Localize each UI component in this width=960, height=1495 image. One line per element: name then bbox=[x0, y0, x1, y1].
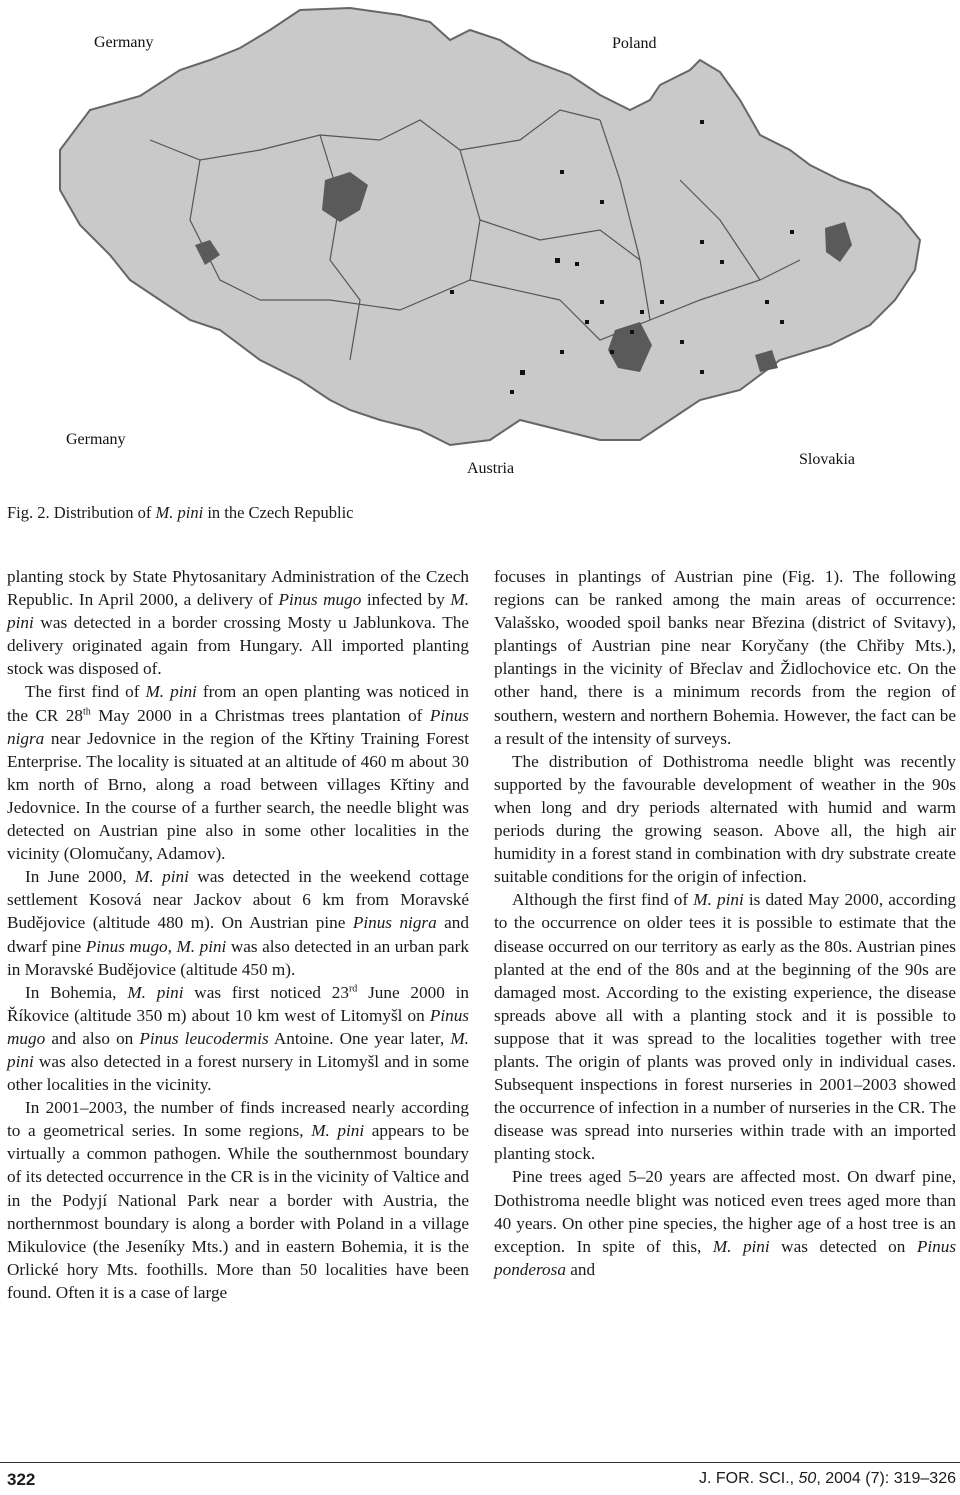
left-paragraph-5: In 2001–2003, the number of finds increased nearly according to a geometrical series. In some regions, M. pini appears to be virtually a common pathogen. While the southernmost boundary of its detected occurrence in the CR is in the vicinity of Valtice and in the Podyjí National Park near a border with Austria, the northernmost boundary is along a border with Poland in a village Mikulovice (the Jeseníky Mts.) and in eastern Bohemia, it is the Orlické hory Mts. foothills. More than 50 localities have been found. Often it is a case of large bbox=[7, 1098, 469, 1302]
left-paragraph-3: In June 2000, M. pini was detected in the weekend cottage settlement Kosová near Jackov about 6 km from Moravské Budějovice (altitude 480 m). On Austrian pine Pinus nigra and dwarf pine Pinus mugo, M. pini was also detected in an urban park in Moravské Budějovice (altitude 450 m). bbox=[7, 867, 470, 979]
left-paragraph-1: planting stock by State Phytosanitary Administration of the Czech Republic. In April 2000, a delivery of Pinus mugo infected by M. pini was detected in a border crossing Mosty u Jablunkova. The delivery originated again from Hungary. All imported planting stock was disposed of. bbox=[7, 567, 470, 679]
label-austria: Austria bbox=[467, 460, 515, 477]
left-paragraph-4: In Bohemia, M. pini was first noticed 23rd June 2000 in Říkovice (altitude 350 m) about 10 km west of Litomyšl on Pinus mugo and also on Pinus leucodermis Antoine. One year later, M. pini was also detected in a forest nursery in Litomyšl and in some other localities in the vicinity. bbox=[7, 982, 469, 1095]
label-slovakia: Slovakia bbox=[799, 451, 855, 468]
right-column bbox=[494, 565, 956, 1281]
label-germany-north: Germany bbox=[94, 34, 154, 51]
right-paragraph-2: The distribution of Dothistroma needle blight was recently supported by the favourable development of weather in the 90s when long and dry periods alternated with humid and warm periods during the growing season. Above all, the high air humidity in a forest stand in combination with dry substrate create suitable conditions for the origin of infection. bbox=[494, 751, 956, 887]
page-number: 322 bbox=[7, 1470, 36, 1489]
caption-species: M. pini bbox=[155, 503, 204, 522]
caption-suffix: in the Czech Republic bbox=[203, 503, 354, 522]
left-paragraph-2: The first find of M. pini from an open planting was noticed in the CR 28th May 2000 in a Christmas trees plantation of Pinus nigra near Jedovnice in the region of the Křtiny Training Forest Enterprise. The locality is situated at an altitude of 460 m about 30 km north of Brno, along a road between villages Křtiny and Jedovnice. In the course of a further search, the needle blight was detected on Austrian pine also in some other localities in the vicinity (Olomučany, Adamov). bbox=[7, 682, 469, 864]
right-paragraph-3: Although the first find of M. pini is dated May 2000, according to the occurrence on older tees it is possible to estimate that the disease occurred on our territory as early as the 80s. Austrian pines planted at the end of the 80s and at the beginning of the 90s are damaged most. According to the existing experience, the disease spreads above all with a planting stock and it is possible to suppose that it was spread to the localities together with tree plants. The origin of plants was proved only in individual cases. Subsequent inspections in forest nurseries in 2001–2003 showed the occurrence of infection in a number of nurseries in the CR. The disease was spread into nurseries within trade with an imported planting stock. bbox=[494, 890, 957, 1164]
distribution-map-figure bbox=[0, 0, 960, 500]
figure-caption bbox=[7, 503, 353, 523]
label-poland: Poland bbox=[612, 35, 657, 52]
right-paragraph-4: Pine trees aged 5–20 years are affected most. On dwarf pine, Dothistroma needle blight was noticed even trees aged more than 40 years. On other pine species, the higher age of a host tree is an exception. In spite of this, M. pini was detected on Pinus ponderosa and bbox=[494, 1167, 957, 1279]
journal-reference: J. FOR. SCI., 50, 2004 (7): 319–326 bbox=[698, 1470, 956, 1487]
label-germany-south: Germany bbox=[66, 431, 126, 448]
footer-rule bbox=[0, 1462, 960, 1463]
czech-republic-map bbox=[0, 0, 960, 500]
caption-prefix: Fig. 2. Distribution of bbox=[7, 503, 156, 522]
right-paragraph-1: focuses in plantings of Austrian pine (Fig. 1). The following regions can be ranked among the main areas of occurrence: Valašsko, wooded spoil banks near Březina (district of Svitavy), plantings of Austrian pine near Koryčany (the Chřiby Mts.), plantings in the vicinity of Břeclav and Židlochovice etc. On the other hand, there is a minimum records from the region of southern, western and northern Bohemia. However, the fact can be a result of the intensity of surveys. bbox=[494, 567, 956, 748]
left-column bbox=[7, 565, 469, 1304]
